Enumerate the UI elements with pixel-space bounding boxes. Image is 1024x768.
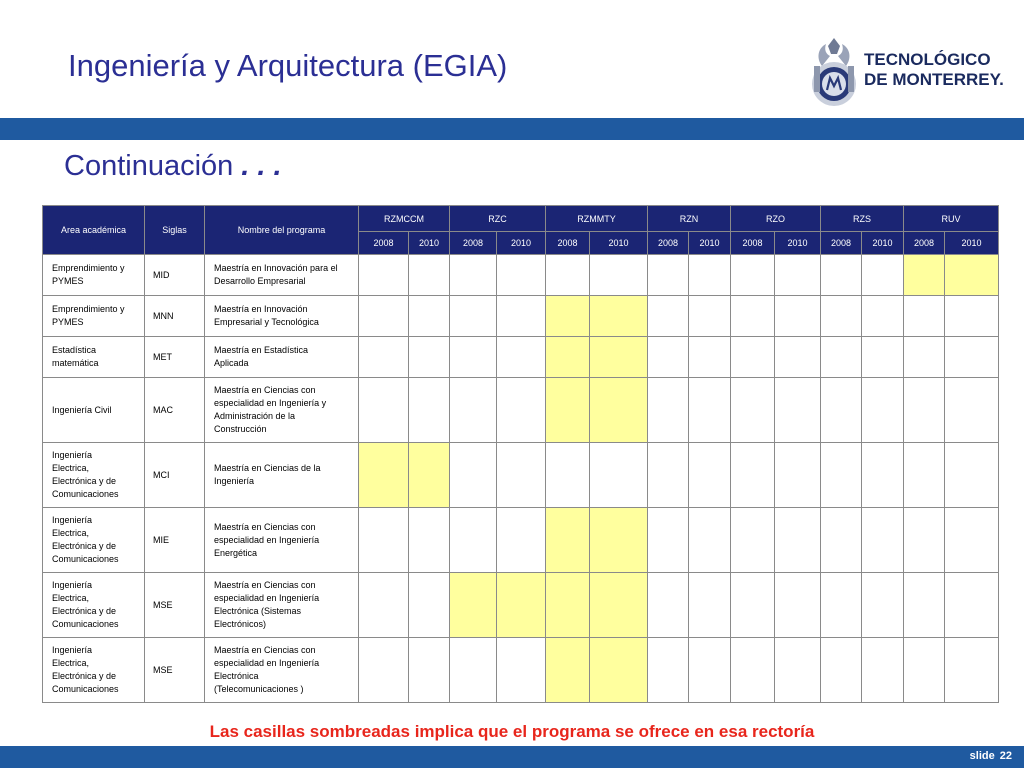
cell-area-line: Electrónica y de xyxy=(52,476,117,486)
empty-cell xyxy=(689,443,731,508)
empty-cell xyxy=(731,443,775,508)
cell-area-line: Comunicaciones xyxy=(52,554,119,564)
cell-siglas: MIE xyxy=(145,508,205,573)
cell-programa-line: Construcción xyxy=(214,424,267,434)
cell-programa-line: Maestría en Ciencias con xyxy=(214,580,316,590)
cell-programa-line: Maestría en Innovación para el xyxy=(214,263,338,273)
cell-area-line: matemática xyxy=(52,358,99,368)
cell-programa-line: Maestría en Ciencias de la xyxy=(214,463,321,473)
empty-cell xyxy=(648,443,689,508)
empty-cell xyxy=(775,443,821,508)
empty-cell xyxy=(945,296,999,337)
cell-area-line: Comunicaciones xyxy=(52,489,119,499)
empty-cell xyxy=(731,508,775,573)
empty-cell xyxy=(497,296,546,337)
cell-siglas: MSE xyxy=(145,573,205,638)
offered-cell xyxy=(450,573,497,638)
header-campus-rzn: RZN xyxy=(648,206,731,232)
empty-cell xyxy=(821,443,862,508)
cell-programa-line: especialidad en Ingeniería xyxy=(214,593,320,603)
cell-programa xyxy=(205,443,359,508)
cell-area-line: Electrónica y de xyxy=(52,541,117,551)
cell-area xyxy=(43,443,145,508)
cell-area xyxy=(43,337,145,378)
empty-cell xyxy=(904,443,945,508)
empty-cell xyxy=(904,573,945,638)
offered-cell xyxy=(590,378,648,443)
tec-monterrey-logo xyxy=(806,36,1016,110)
empty-cell xyxy=(359,296,409,337)
offered-cell xyxy=(590,337,648,378)
empty-cell xyxy=(497,508,546,573)
empty-cell xyxy=(450,337,497,378)
empty-cell xyxy=(689,255,731,296)
cell-area-line: Emprendimiento y xyxy=(52,304,125,314)
empty-cell xyxy=(862,508,904,573)
empty-cell xyxy=(775,337,821,378)
header-year: 2010 xyxy=(775,232,821,255)
offered-cell xyxy=(945,255,999,296)
empty-cell xyxy=(689,638,731,703)
header-campus-rzc: RZC xyxy=(450,206,546,232)
header-year: 2008 xyxy=(731,232,775,255)
cell-programa-line: Maestría en Ciencias con xyxy=(214,645,316,655)
cell-siglas: MAC xyxy=(145,378,205,443)
empty-cell xyxy=(862,443,904,508)
logo-wordmark xyxy=(864,50,1004,90)
empty-cell xyxy=(546,255,590,296)
header-year: 2008 xyxy=(904,232,945,255)
table-row xyxy=(43,337,999,378)
empty-cell xyxy=(648,296,689,337)
empty-cell xyxy=(359,573,409,638)
cell-programa xyxy=(205,378,359,443)
cell-area-line: Emprendimiento y xyxy=(52,263,125,273)
empty-cell xyxy=(862,638,904,703)
empty-cell xyxy=(648,573,689,638)
empty-cell xyxy=(945,337,999,378)
header-year: 2010 xyxy=(497,232,546,255)
header-year: 2010 xyxy=(689,232,731,255)
header-year: 2010 xyxy=(862,232,904,255)
cell-programa-line: Maestría en Estadística xyxy=(214,345,309,355)
offered-cell xyxy=(546,638,590,703)
logo-line-1: TECNOLÓGICO xyxy=(864,50,991,69)
empty-cell xyxy=(359,255,409,296)
header-year: 2008 xyxy=(359,232,409,255)
header-campus-rzo: RZO xyxy=(731,206,821,232)
header-programa: Nombre del programa xyxy=(205,206,359,255)
cell-area xyxy=(43,573,145,638)
cell-siglas: MET xyxy=(145,337,205,378)
shading-note: Las casillas sombreadas implica que el programa se ofrece en esa rectoría xyxy=(209,722,815,741)
empty-cell xyxy=(648,508,689,573)
programs-table xyxy=(42,205,999,703)
cell-programa-line: Administración de la xyxy=(214,411,296,421)
offered-cell xyxy=(546,337,590,378)
empty-cell xyxy=(904,378,945,443)
empty-cell xyxy=(945,638,999,703)
cell-area xyxy=(43,638,145,703)
cell-area-line: Ingeniería xyxy=(52,645,93,655)
cell-programa-line: (Telecomunicaciones ) xyxy=(214,684,304,694)
cell-area-line: Comunicaciones xyxy=(52,619,119,629)
cell-area-line: Ingeniería xyxy=(52,515,93,525)
empty-cell xyxy=(450,255,497,296)
cell-programa-line: Ingeniería xyxy=(214,476,255,486)
header-siglas: Siglas xyxy=(145,206,205,255)
empty-cell xyxy=(409,573,450,638)
header-year: 2010 xyxy=(945,232,999,255)
cell-programa-line: Electrónicos) xyxy=(214,619,267,629)
table-row xyxy=(43,443,999,508)
empty-cell xyxy=(409,337,450,378)
offered-cell xyxy=(546,378,590,443)
cell-area-line: Comunicaciones xyxy=(52,684,119,694)
empty-cell xyxy=(497,337,546,378)
cell-area-line: Ingeniería Civil xyxy=(52,404,112,415)
cell-programa xyxy=(205,337,359,378)
offered-cell xyxy=(359,443,409,508)
empty-cell xyxy=(450,508,497,573)
empty-cell xyxy=(775,296,821,337)
empty-cell xyxy=(775,508,821,573)
header-campus-rzs: RZS xyxy=(821,206,904,232)
empty-cell xyxy=(775,638,821,703)
table-row xyxy=(43,255,999,296)
empty-cell xyxy=(450,443,497,508)
header-campus-rzmccm: RZMCCM xyxy=(359,206,450,232)
header-year: 2008 xyxy=(450,232,497,255)
empty-cell xyxy=(689,508,731,573)
cell-programa-line: Empresarial y Tecnológica xyxy=(214,317,319,327)
empty-cell xyxy=(359,337,409,378)
cell-area-line: PYMES xyxy=(52,276,84,286)
cell-area-line: Electrónica y de xyxy=(52,606,117,616)
cell-programa-line: Aplicada xyxy=(214,358,249,368)
cell-programa-line: especialidad en Ingeniería xyxy=(214,534,320,545)
empty-cell xyxy=(648,255,689,296)
empty-cell xyxy=(821,508,862,573)
cell-programa-line: especialidad en Ingeniería xyxy=(214,658,320,668)
empty-cell xyxy=(862,337,904,378)
empty-cell xyxy=(497,255,546,296)
empty-cell xyxy=(945,443,999,508)
table-row xyxy=(43,378,999,443)
slide-number xyxy=(970,750,1012,762)
empty-cell xyxy=(689,378,731,443)
header-campus-rzmmty: RZMMTY xyxy=(546,206,648,232)
empty-cell xyxy=(862,378,904,443)
header-campus-ruv: RUV xyxy=(904,206,999,232)
empty-cell xyxy=(904,296,945,337)
empty-cell xyxy=(590,443,648,508)
cell-programa xyxy=(205,296,359,337)
cell-programa xyxy=(205,508,359,573)
empty-cell xyxy=(450,296,497,337)
empty-cell xyxy=(945,573,999,638)
cell-area-line: Electrica, xyxy=(52,528,90,538)
subtitle xyxy=(64,150,282,183)
cell-programa-line: Electrónica (Sistemas xyxy=(214,606,302,616)
empty-cell xyxy=(862,296,904,337)
empty-cell xyxy=(821,255,862,296)
empty-cell xyxy=(497,443,546,508)
subtitle-ellipsis: . . . xyxy=(241,150,282,182)
cell-programa-line: Maestría en Innovación xyxy=(214,304,308,314)
cell-area xyxy=(43,378,145,443)
empty-cell xyxy=(689,573,731,638)
logo-line-2: DE MONTERREY. xyxy=(864,70,1004,89)
empty-cell xyxy=(689,296,731,337)
empty-cell xyxy=(409,296,450,337)
empty-cell xyxy=(409,638,450,703)
cell-area xyxy=(43,255,145,296)
cell-programa xyxy=(205,255,359,296)
empty-cell xyxy=(648,638,689,703)
empty-cell xyxy=(862,255,904,296)
cell-siglas: MNN xyxy=(145,296,205,337)
empty-cell xyxy=(546,443,590,508)
header-year: 2008 xyxy=(546,232,590,255)
cell-siglas: MID xyxy=(145,255,205,296)
offered-cell xyxy=(546,296,590,337)
empty-cell xyxy=(862,573,904,638)
offered-cell xyxy=(409,443,450,508)
empty-cell xyxy=(904,508,945,573)
empty-cell xyxy=(450,378,497,443)
cell-programa-line: Maestría en Ciencias con xyxy=(214,385,316,395)
empty-cell xyxy=(821,638,862,703)
empty-cell xyxy=(689,337,731,378)
empty-cell xyxy=(731,573,775,638)
empty-cell xyxy=(359,508,409,573)
tec-monterrey-seal-icon xyxy=(806,36,862,110)
empty-cell xyxy=(821,573,862,638)
cell-programa-line: Energética xyxy=(214,547,258,558)
offered-cell xyxy=(590,573,648,638)
cell-area-line: Ingeniería xyxy=(52,450,93,460)
offered-cell xyxy=(546,573,590,638)
empty-cell xyxy=(648,337,689,378)
empty-cell xyxy=(821,296,862,337)
cell-area-line: PYMES xyxy=(52,317,84,327)
empty-cell xyxy=(731,255,775,296)
offered-cell xyxy=(590,296,648,337)
table-row xyxy=(43,296,999,337)
cell-siglas: MSE xyxy=(145,638,205,703)
cell-area-line: Electrica, xyxy=(52,593,90,603)
cell-area xyxy=(43,296,145,337)
offered-cell xyxy=(546,508,590,573)
header-year: 2008 xyxy=(648,232,689,255)
cell-programa xyxy=(205,638,359,703)
cell-programa-line: Electrónica xyxy=(214,671,259,681)
top-band xyxy=(0,118,1024,140)
bottom-band xyxy=(0,746,1024,768)
empty-cell xyxy=(731,296,775,337)
cell-siglas: MCI xyxy=(145,443,205,508)
table-row xyxy=(43,508,999,573)
empty-cell xyxy=(821,337,862,378)
empty-cell xyxy=(409,255,450,296)
cell-area-line: Electrica, xyxy=(52,463,90,473)
empty-cell xyxy=(590,255,648,296)
subtitle-text: Continuación xyxy=(64,150,234,182)
empty-cell xyxy=(904,638,945,703)
empty-cell xyxy=(775,573,821,638)
cell-programa-line: Maestría en Ciencias con xyxy=(214,521,316,532)
empty-cell xyxy=(409,508,450,573)
empty-cell xyxy=(648,378,689,443)
empty-cell xyxy=(359,378,409,443)
empty-cell xyxy=(945,508,999,573)
cell-area xyxy=(43,508,145,573)
cell-area-line: Ingeniería xyxy=(52,580,93,590)
slide-label: slide xyxy=(969,750,995,762)
header-area: Area académica xyxy=(43,206,145,255)
empty-cell xyxy=(731,337,775,378)
header-year: 2008 xyxy=(821,232,862,255)
empty-cell xyxy=(821,378,862,443)
cell-programa-line: Desarrollo Empresarial xyxy=(214,276,306,286)
cell-programa xyxy=(205,573,359,638)
table-row xyxy=(43,573,999,638)
empty-cell xyxy=(731,638,775,703)
empty-cell xyxy=(497,638,546,703)
cell-area-line: Electrónica y de xyxy=(52,671,117,681)
cell-area-line: Estadística xyxy=(52,345,97,355)
slide-title: Ingeniería y Arquitectura (EGIA) xyxy=(68,48,508,83)
empty-cell xyxy=(409,378,450,443)
empty-cell xyxy=(904,337,945,378)
offered-cell xyxy=(590,508,648,573)
slide-number-value: 22 xyxy=(999,750,1012,762)
offered-cell xyxy=(497,573,546,638)
empty-cell xyxy=(497,378,546,443)
empty-cell xyxy=(775,378,821,443)
empty-cell xyxy=(945,378,999,443)
table-row xyxy=(43,638,999,703)
empty-cell xyxy=(731,378,775,443)
empty-cell xyxy=(775,255,821,296)
empty-cell xyxy=(359,638,409,703)
offered-cell xyxy=(590,638,648,703)
cell-programa-line: especialidad en Ingeniería y xyxy=(214,398,327,408)
offered-cell xyxy=(904,255,945,296)
header-year: 2010 xyxy=(409,232,450,255)
header-year: 2010 xyxy=(590,232,648,255)
empty-cell xyxy=(450,638,497,703)
cell-area-line: Electrica, xyxy=(52,658,90,668)
